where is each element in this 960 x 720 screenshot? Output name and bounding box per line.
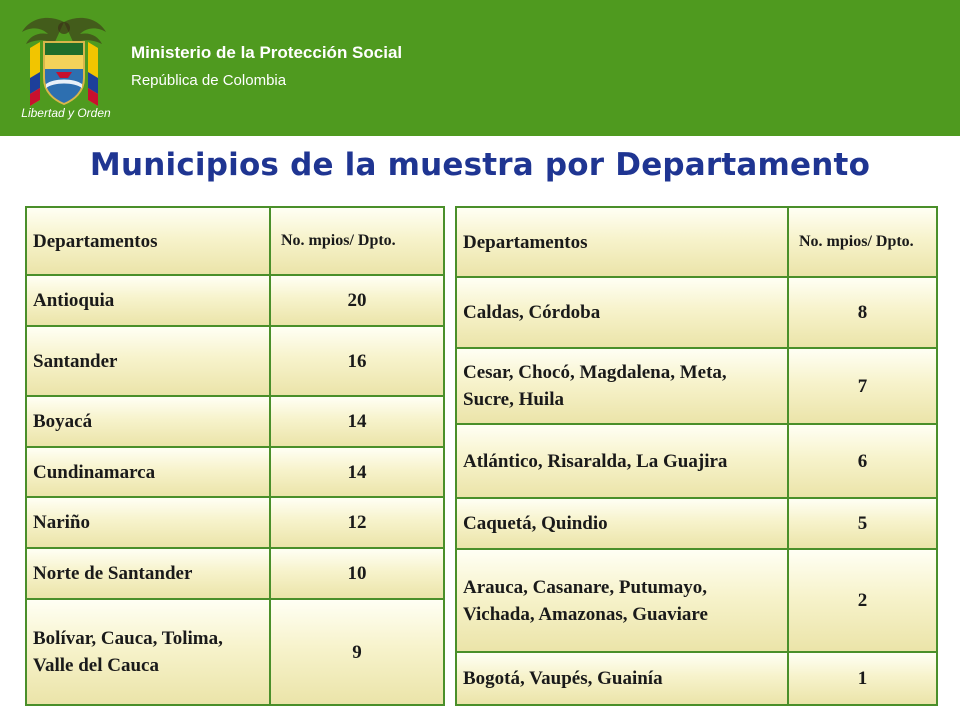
column-header-departamentos: Departamentos	[26, 207, 270, 275]
table-row	[26, 599, 444, 705]
count-cell: 12	[270, 497, 444, 548]
count-cell: 14	[270, 396, 444, 447]
table-row	[456, 348, 937, 424]
dept-cell: Atlántico, Risaralda, La Guajira	[456, 424, 788, 498]
table-row	[26, 548, 444, 599]
dept-cell: Cesar, Chocó, Magdalena, Meta, Sucre, Huila	[456, 348, 788, 424]
column-header-departamentos: Departamentos	[456, 207, 788, 277]
ministry-name: Ministerio de la Protección Social	[131, 43, 403, 62]
dept-cell: Bolívar, Cauca, Tolima, Valle del Cauca	[26, 599, 270, 705]
dept-cell: Boyacá	[26, 396, 270, 447]
column-header-count: No. mpios/ Dpto.	[270, 207, 444, 275]
table-row	[456, 424, 937, 498]
count-cell: 5	[788, 498, 937, 549]
table-row	[26, 497, 444, 548]
count-cell: 10	[270, 548, 444, 599]
table-row	[26, 447, 444, 497]
table-row	[456, 652, 937, 705]
table-row	[456, 277, 937, 348]
dept-cell: Arauca, Casanare, Putumayo, Vichada, Amazonas, Guaviare	[456, 549, 788, 652]
count-cell: 2	[788, 549, 937, 652]
country-name: República de Colombia	[131, 72, 287, 89]
count-cell: 20	[270, 275, 444, 326]
count-cell: 16	[270, 326, 444, 396]
table-row	[26, 326, 444, 396]
count-cell: 14	[270, 447, 444, 497]
count-cell: 6	[788, 424, 937, 498]
dept-cell: Norte de Santander	[26, 548, 270, 599]
count-cell: 8	[788, 277, 937, 348]
dept-cell: Nariño	[26, 497, 270, 548]
dept-cell: Antioquia	[26, 275, 270, 326]
dept-cell: Bogotá, Vaupés, Guainía	[456, 652, 788, 705]
header-banner	[0, 0, 960, 136]
right-municipios-table	[455, 206, 938, 706]
dept-cell: Caldas, Córdoba	[456, 277, 788, 348]
table-header-row	[26, 207, 444, 275]
count-cell: 9	[270, 599, 444, 705]
column-header-count: No. mpios/ Dpto.	[788, 207, 937, 277]
table-row	[456, 498, 937, 549]
dept-cell: Santander	[26, 326, 270, 396]
table-row	[26, 275, 444, 326]
count-cell: 1	[788, 652, 937, 705]
left-municipios-table	[25, 206, 445, 706]
table-row	[26, 396, 444, 447]
dept-cell: Cundinamarca	[26, 447, 270, 497]
motto-text: Libertad y Orden	[21, 106, 111, 120]
table-row	[456, 549, 937, 652]
table-header-row	[456, 207, 937, 277]
page-title: Municipios de la muestra por Departamento	[89, 147, 871, 183]
dept-cell: Caquetá, Quindio	[456, 498, 788, 549]
count-cell: 7	[788, 348, 937, 424]
